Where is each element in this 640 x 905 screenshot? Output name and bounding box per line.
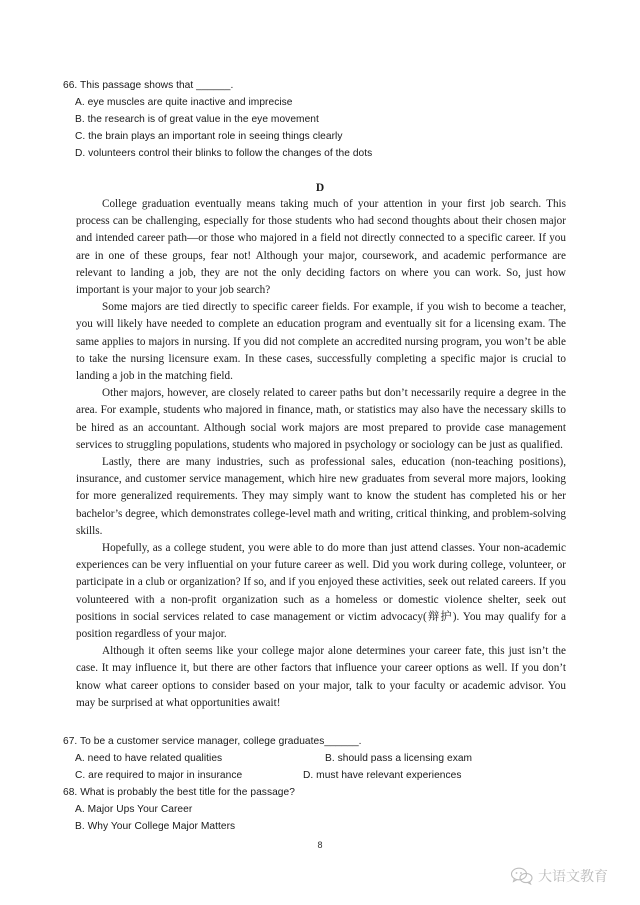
question-67-option-b: B. should pass a licensing exam (325, 753, 473, 764)
passage-paragraph: Some majors are tied directly to specific career fields. For example, if you wish to become a teacher, you will likely have needed to complete an education program and eventually sit for a licensing exam. The same applies to majors in nursing. If you did not complete an accredited nursing program, you won’t be able to take the nursing licensure exam. In these cases, successfully completing a specific major is crucial to landing a job in the matching field. (76, 301, 566, 383)
question-68-option-b: B. Why Your College Major Matters (75, 821, 236, 832)
watermark (510, 866, 608, 886)
question-68-option-a: A. Major Ups Your Career (75, 804, 193, 815)
question-66-option-d: D. volunteers control their blinks to follow the changes of the dots (75, 148, 373, 159)
question-67-options-row-2 (75, 767, 563, 784)
question-67-options-row-1 (75, 750, 563, 767)
question-66-option-c: C. the brain plays an important role in seeing things clearly (75, 131, 343, 142)
question-67-option-c: C. are required to major in insurance (75, 770, 243, 781)
questions-67-68 (63, 733, 563, 835)
question-67-stem: 67. To be a customer service manager, college graduates______. (63, 736, 362, 747)
question-66-option-b: B. the research is of great value in the eye movement (75, 114, 319, 125)
passage-paragraph: Hopefully, as a college student, you were able to do more than just attend classes. Your non-academic experiences can be very influential on your future career as well. Did you work during college, volunteer, or participate in a club or organization? If so, and if you enjoyed these activities, seek out related careers. If you volunteered with a non-profit organization such as a homeless or domestic violence shelter, seek out positions in social services related to case management or victim advocacy(辩护). You may qualify for a position regardless of your major. (76, 542, 566, 641)
question-68-stem: 68. What is probably the best title for the passage? (63, 787, 295, 798)
passage-paragraph: Although it often seems like your college major alone determines your career fate, this just isn’t the case. It may influence it, but there are other factors that influence your career options as well. If you don’t know what career options to consider based on your major, talk to your faculty or academic advisor. You may be surprised at what opportunities await! (76, 645, 566, 709)
question-66 (63, 77, 563, 162)
question-66-stem: 66. This passage shows that ______. (63, 80, 234, 91)
passage-paragraph: College graduation eventually means taking much of your attention in your first job search. This process can be challenging, especially for those students who had second thoughts about their chosen major and intended career path—or those who majored in a field not directly connected to a specific career. If you are in one of these groups, fear not! Although your major, coursework, and academic performance are relevant to landing a job, they are not the only deciding factors on where you can work. So, just how important is your major to your job search? (76, 198, 566, 297)
question-66-option-a: A. eye muscles are quite inactive and imprecise (75, 97, 293, 108)
question-67-option-a: A. need to have related qualities (75, 753, 223, 764)
wechat-icon (510, 867, 534, 885)
passage-title: D (315, 182, 325, 194)
passage-body (76, 196, 566, 712)
passage-paragraph: Other majors, however, are closely related to career paths but don’t necessarily require a degree in the area. For example, students who majored in finance, math, or statistics may also have the necessary skills to be hired as an accountant. Although social work majors are most prepared to provide case management services to struggling populations, students who majored in psychology or sociology can be just as qualified. (76, 387, 566, 451)
question-67-option-d: D. must have relevant experiences (303, 770, 462, 781)
watermark-text: 大语文教育 (538, 869, 608, 885)
page-number: 8 (317, 840, 323, 850)
passage-paragraph: Lastly, there are many industries, such as professional sales, education (non-teaching positions), insurance, and customer service management, which hire new graduates from several more majors, looking for more generalized requirements. They may simply want to know the student has completed his or her bachelor’s degree, which demonstrates college-level math and writing, critical thinking, and problem-solving skills. (76, 456, 566, 537)
